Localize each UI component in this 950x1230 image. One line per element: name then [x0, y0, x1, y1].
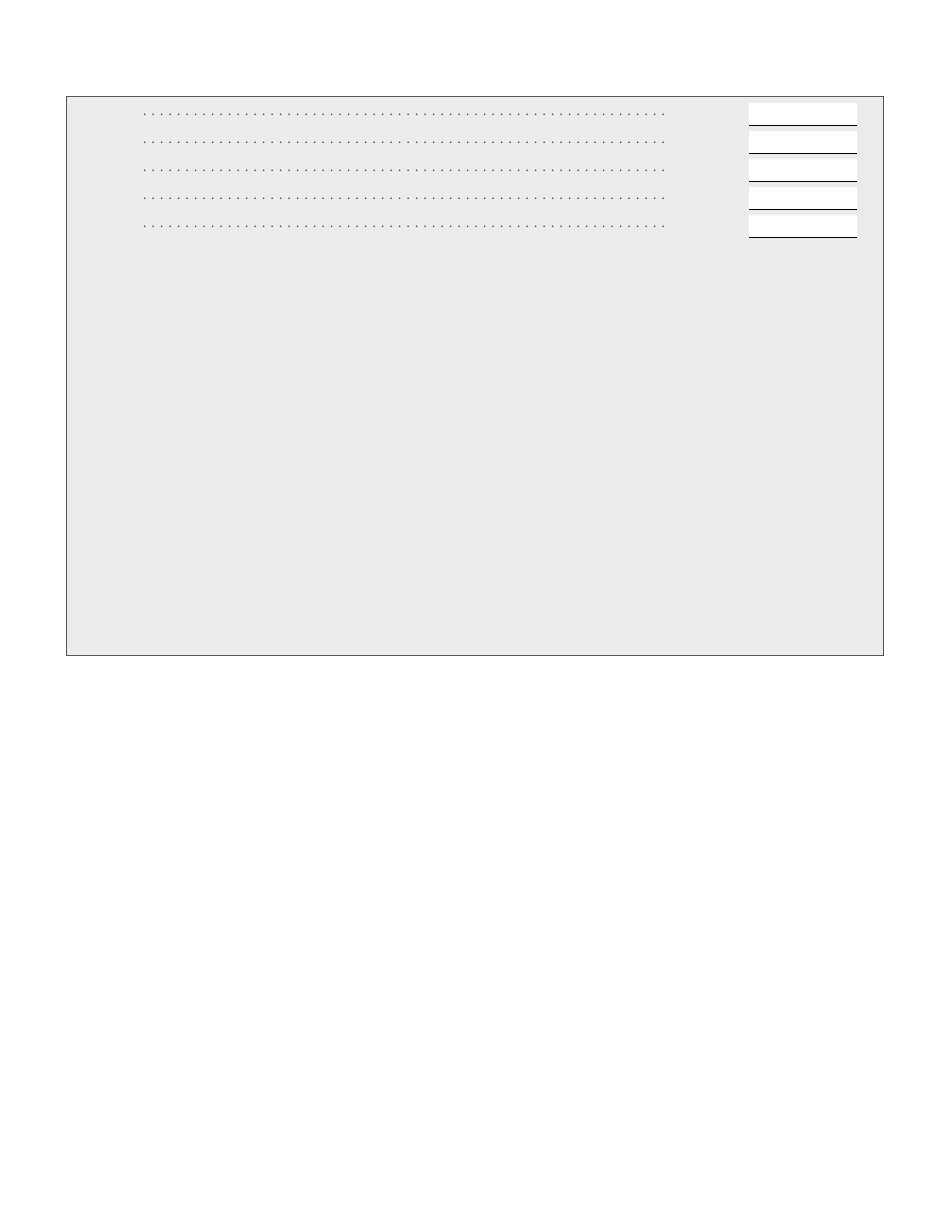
line-text — [143, 187, 717, 203]
form-line — [67, 215, 883, 243]
answer-field[interactable] — [749, 215, 857, 238]
line-text — [143, 103, 717, 119]
answer-field[interactable] — [749, 103, 857, 126]
answer-field[interactable] — [749, 159, 857, 182]
form-line — [67, 159, 883, 187]
form-line — [67, 131, 883, 159]
answer-field[interactable] — [749, 187, 857, 210]
form-box — [66, 96, 884, 656]
form-line — [67, 103, 883, 131]
form-line — [67, 187, 883, 215]
header — [66, 60, 884, 90]
line-text — [143, 131, 717, 147]
answer-field[interactable] — [749, 131, 857, 154]
line-text — [143, 159, 717, 175]
line-text — [143, 215, 717, 231]
